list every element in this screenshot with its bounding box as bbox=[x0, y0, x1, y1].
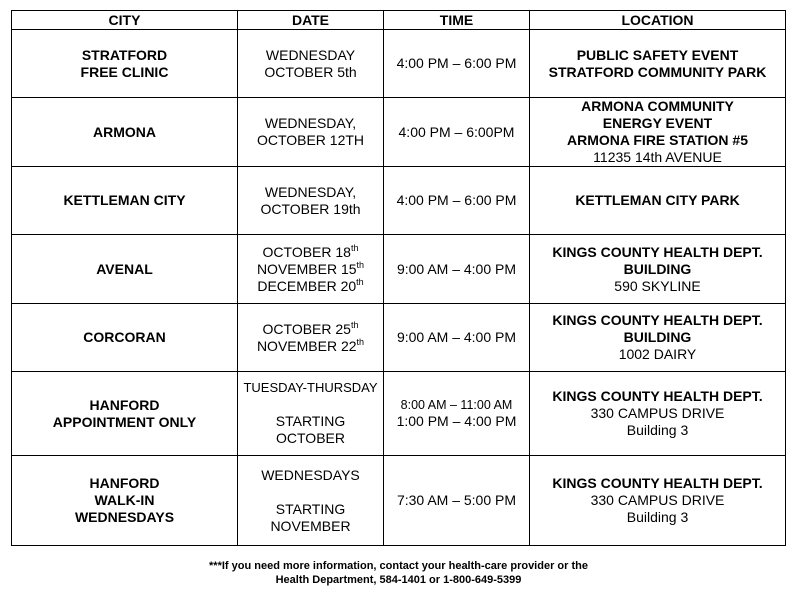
time-cell bbox=[384, 372, 530, 456]
date-line: STARTING bbox=[275, 500, 346, 517]
date-line: OCTOBER 25th bbox=[262, 319, 359, 337]
date-line: DECEMBER 20th bbox=[257, 276, 364, 294]
location-line: BUILDING bbox=[623, 260, 692, 277]
date-line: OCTOBER bbox=[276, 430, 345, 446]
location-address: 11235 14th AVENUE bbox=[593, 149, 722, 165]
table-row bbox=[12, 167, 786, 235]
location-line: ENERGY EVENT bbox=[602, 115, 713, 131]
time-cell bbox=[384, 98, 530, 167]
header-city: CITY bbox=[12, 11, 238, 30]
city-line: WALK-IN bbox=[94, 492, 155, 508]
city-line: AVENAL bbox=[96, 260, 153, 277]
header-time: TIME bbox=[384, 11, 530, 30]
location-building: Building 3 bbox=[626, 422, 689, 438]
city-line: WEDNESDAYS bbox=[74, 509, 175, 525]
time-cell bbox=[384, 30, 530, 98]
table-row bbox=[12, 372, 786, 456]
date-line: TUESDAY-THURSDAY bbox=[243, 380, 378, 395]
time-cell bbox=[384, 167, 530, 235]
footer-line-2: Health Department, 584-1401 or 1-800-649-5399 bbox=[275, 574, 522, 586]
city-line: KETTLEMAN CITY bbox=[63, 192, 186, 208]
table-row bbox=[12, 235, 786, 304]
time-line: 4:00 PM – 6:00 PM bbox=[396, 55, 517, 71]
location-cell bbox=[530, 304, 786, 372]
time-cell bbox=[384, 304, 530, 372]
time-line: 7:30 AM – 5:00 PM bbox=[396, 492, 517, 508]
time-line: 1:00 PM – 4:00 PM bbox=[396, 413, 517, 429]
city-cell bbox=[12, 235, 238, 304]
time-cell bbox=[384, 456, 530, 546]
location-line: KETTLEMAN CITY PARK bbox=[575, 192, 740, 208]
location-cell bbox=[530, 98, 786, 167]
city-line: APPOINTMENT ONLY bbox=[52, 413, 197, 430]
time-line: 8:00 AM – 11:00 AM bbox=[400, 398, 513, 412]
location-line: ARMONA FIRE STATION #5 bbox=[567, 132, 748, 148]
date-cell bbox=[238, 235, 384, 304]
city-line: HANFORD bbox=[89, 396, 160, 413]
table-row bbox=[12, 304, 786, 372]
city-line: HANFORD bbox=[89, 475, 160, 491]
location-building: Building 3 bbox=[626, 509, 689, 525]
time-line: 9:00 AM – 4:00 PM bbox=[396, 260, 517, 277]
date-line: OCTOBER 12TH bbox=[256, 132, 365, 148]
location-cell bbox=[530, 456, 786, 546]
time-line: 4:00 PM – 6:00 PM bbox=[396, 192, 517, 208]
location-address: 1002 DAIRY bbox=[618, 346, 697, 362]
location-cell bbox=[530, 30, 786, 98]
date-cell bbox=[238, 372, 384, 456]
time-cell bbox=[384, 235, 530, 304]
location-line: KINGS COUNTY HEALTH DEPT. bbox=[552, 243, 763, 260]
date-line: NOVEMBER 15th bbox=[256, 259, 365, 277]
city-line: CORCORAN bbox=[83, 329, 166, 345]
date-cell bbox=[238, 304, 384, 372]
location-line: STRATFORD COMMUNITY PARK bbox=[548, 63, 767, 80]
city-cell bbox=[12, 456, 238, 546]
date-cell bbox=[238, 98, 384, 167]
table-row bbox=[12, 98, 786, 167]
date-cell bbox=[238, 167, 384, 235]
location-address: 330 CAMPUS DRIVE bbox=[590, 405, 725, 421]
city-line: STRATFORD bbox=[81, 46, 168, 63]
city-cell bbox=[12, 30, 238, 98]
footer-note bbox=[0, 559, 797, 587]
date-cell bbox=[238, 30, 384, 98]
date-line: OCTOBER 19th bbox=[260, 200, 361, 217]
city-cell bbox=[12, 372, 238, 456]
location-line: PUBLIC SAFETY EVENT bbox=[576, 46, 739, 63]
location-line: KINGS COUNTY HEALTH DEPT. bbox=[552, 388, 763, 404]
date-line: OCTOBER 5th bbox=[264, 63, 357, 80]
location-line: ARMONA COMMUNITY bbox=[581, 98, 734, 114]
location-line: BUILDING bbox=[623, 329, 692, 345]
city-line: FREE CLINIC bbox=[80, 63, 169, 80]
table-row bbox=[12, 456, 786, 546]
location-line: KINGS COUNTY HEALTH DEPT. bbox=[552, 475, 763, 491]
location-cell bbox=[530, 235, 786, 304]
city-line: ARMONA bbox=[93, 123, 156, 140]
date-line: NOVEMBER 22th bbox=[256, 336, 365, 354]
header-location: LOCATION bbox=[530, 11, 786, 30]
location-cell bbox=[530, 167, 786, 235]
table-row bbox=[12, 30, 786, 98]
schedule-table bbox=[11, 10, 786, 546]
footer-line-1: ***If you need more information, contact your health-care provider or the bbox=[209, 560, 588, 572]
date-line: STARTING bbox=[275, 413, 346, 429]
location-cell bbox=[530, 372, 786, 456]
location-address: 590 SKYLINE bbox=[614, 277, 701, 294]
date-line: WEDNESDAY, bbox=[264, 183, 357, 200]
time-line: 4:00 PM – 6:00PM bbox=[398, 123, 515, 140]
date-line: WEDNESDAYS bbox=[261, 466, 360, 483]
city-cell bbox=[12, 304, 238, 372]
header-row bbox=[12, 11, 786, 30]
time-line: 9:00 AM – 4:00 PM bbox=[396, 329, 517, 345]
date-line: OCTOBER 18th bbox=[262, 242, 359, 260]
city-cell bbox=[12, 98, 238, 167]
location-address: 330 CAMPUS DRIVE bbox=[590, 492, 725, 508]
city-cell bbox=[12, 167, 238, 235]
date-cell bbox=[238, 456, 384, 546]
date-line: NOVEMBER bbox=[270, 517, 351, 534]
date-line: WEDNESDAY, bbox=[264, 115, 357, 131]
location-line: KINGS COUNTY HEALTH DEPT. bbox=[552, 312, 763, 328]
header-date: DATE bbox=[238, 11, 384, 30]
date-line: WEDNESDAY bbox=[265, 46, 356, 63]
